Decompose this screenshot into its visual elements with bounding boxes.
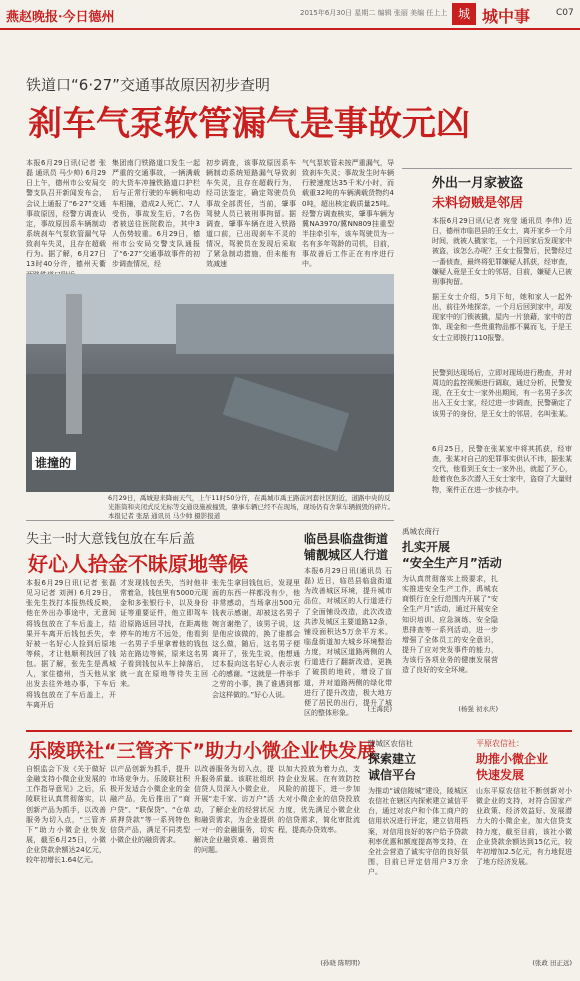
bottom-right-body: 山东平原农信社不断创新对小微企业的支持，对符合国家产业政策、经济效益好、发展潜力大的小微企业，加大信贷支持力度，截至目前，该社小微企业贷款余额达到15亿元，较年初增加2.5亿元，有力地促进了地方经济发展。 xyxy=(476,787,572,866)
photo-credit: 本报记者 张磊 通讯员 马少帅 摄影报道 xyxy=(108,512,221,521)
left-mid-col-2: 才发现钱包丢失，当时他非常着急，钱包里有5000元现金和多张银行卡，以及身份证等重要证件，他立即驾车沿原路返回寻找，在距离他停车的地方不远处，他看到一名男子手里拿着他的钱包站在路边等候，原来这名男子看到钱包从车上掉落后，就一直在原地等待失主回来。 xyxy=(120,579,208,689)
mid-col-credit: (王海民) xyxy=(367,705,392,713)
newspaper-brand: 燕赵晚报·今日德州 xyxy=(6,10,115,25)
left-mid-col-1: 本报6月29日讯(记者 张磊 见习记者 刘洲) 6月29日，张先生找打本报热线反映，他在外出办事途中，无意间将钱包放在了车后盖上，结果开车离开后钱包丢失，幸好被一名好心人捡到后原地等候，才让他顺利找回了钱包。据了解，张先生是禹城人，家住德州，当天他从家出发去往外地办事，下车后将钱包放在了车后盖上，开车离开后 xyxy=(26,579,116,709)
mid-col-kicker: 临邑县临盘街道 xyxy=(304,532,389,546)
bottom-col-4: 以加大投放为着力点，支持企业发展。在有效防控风险的前提下，进一步加大对小微企业的信贷投放力度，优先满足小微企业的信贷需求，简化审批流程，提高办贷效率。 xyxy=(278,765,360,834)
photo-caption-text: 6月29日，禹城迎来降雨天气，上午11时50分许，在禹城市禹王路前河套社区附近，道路中央的反光锥筒和夹闭式反光标等交通设施被撞毁，肇事车辆已经不在现场，现场仍有舍掌车辆损毁的碎片。 xyxy=(108,494,394,512)
section-seal-icon: 城 xyxy=(452,3,476,25)
lead-col-2: 集团南门铁路道口发生一起严重的交通事故，一辆满载的大货车冲撞铁路道口护栏后与正常行驶的车辆和电动车相撞，造成2人死亡、7人受伤，事故发生后，7名伤者被送往医院救治，其中3人伤势较重。6月29日，德州市公安局交警支队通报了“6·27”交通事故事件的初步调查情况，经 xyxy=(112,159,200,269)
bottom-col-3: 以改善服务为切入点，提升服务质量。该联社组织信贷人员深入小微企业，开展“走千家、访万户”活动，了解企业的经营状况和融资需求，为企业提供一对一的金融服务，切实解决企业融资难、融资贵的问题。 xyxy=(194,765,274,855)
sign-pole xyxy=(66,294,82,434)
lead-col-3: 初步调查，该事故原因系车辆制动系统短路漏气导致刹车失灵，且存在超载行为，经司法鉴定，确定驾驶员负事故全部责任，当前，肇事驾驶人员已被刑事拘留。据调查，肇事车辆在进入铁路道口前，已出现刹车不灵的情况，驾驶员在发现后采取了紧急制动措施，但未能有效减速 xyxy=(206,159,296,269)
bottom-right-credit: (张政 田正远) xyxy=(532,959,572,967)
mid-col-headline: 铺靓城区人行道 xyxy=(304,548,389,562)
bottom-right-headline-2: 快速发展 xyxy=(476,768,525,782)
divider xyxy=(26,520,394,521)
right-mid-credit: (杨强 初永庆) xyxy=(458,705,498,713)
bottom-col-2: 以产品创新为抓手，提升市场竞争力。乐陵联社积极开发适合小微企业的金融产品，先后推出了“商户贷”、“联保贷”、“仓单质押贷款”等一系列特色信贷产品，满足不同类型小微企业的融资需求。 xyxy=(110,765,190,844)
divider xyxy=(26,730,572,732)
section-title: 城中事 xyxy=(482,7,531,26)
lead-col-1: 本报6月29日讯(记者 张磊 通讯员 马少帅) 6月29日上午，德州市公安局交警支队召开新闻发布会，会议上通报了“6·27”交通事故原因，经警方调查认定，事故原因系车辆制动系统刹车气泵软管漏气导致刹车失灵，且存在超载行为。据了解，6月27日13时40分许，德州天衢 xyxy=(26,159,106,269)
accident-photo xyxy=(26,274,394,492)
bottom-right-kicker: 平原农信社： xyxy=(476,739,524,748)
right-top-p1: 本报6月29日讯(记者 宛莹 通讯员 李伟) 近日，德州市临邑县的王女士，离开家乡一个月时间，就被人撬家宅，一个月回家后发现家中被盗，该怎么办呢？王女士报警后，民警经过一番侦查，最终将犯罪嫌疑人抓获，经审查，嫌疑人竟是王女士的邻居，目前，嫌疑人已被刑事拘留。 xyxy=(432,217,572,286)
right-top-title-2: 未料窃贼是邻居 xyxy=(432,196,524,211)
left-mid-headline: 好心人拾金不昧原地等候 xyxy=(28,552,248,576)
right-top-p4: 6月25日，民警在张某家中将其抓获，经审查，张某对自己的犯罪事实供认不讳，据张某交代，他看到王女士一家外出，就起了歹心，趁着夜色多次潜入王女士家中，盗窃了大量财物，案件正在进一步侦办中。 xyxy=(432,445,572,494)
lead-col-4: 气气泵软管未按严重漏气，导致刹车失灵；事故发生时车辆行驶速度达35千米/小时，而载重32吨的车辆满载货物约40吨，超出核定载质量25吨。经警方调查核实，肇事车辆为冀NA3970/冀NN809挂重型半挂牵引车，该车驾驶员为一名有多年驾龄的司机，目前，事故善后工作正在有序进行中。 xyxy=(302,159,394,269)
mid-col-body: 本报6月29日讯(通讯员 石磊) 近日，临邑县临盘街道为改善城区环境，提升城市品位，对城区的人行道进行了全面铺设改造，此次改造共涉及城区主要道路12条，铺设面积达5万余平方米。临盘街道加大城乡环境整治力度，对城区道路两侧的人行道进行了翻新改造，更换了破损的地砖，增设了盲道，并对道路两侧的绿化带进行了提升改造，极大地方便了居民的出行，提升了城区的整体形象。 xyxy=(304,567,392,717)
lead-headline: 刹车气泵软管漏气是事故元凶 xyxy=(28,104,470,144)
bottom-mid-kicker: 陵城区农信社 xyxy=(368,739,413,748)
issue-meta: 2015年6月30日 星期二 编辑 张丽 美编 任上上 xyxy=(300,9,448,17)
right-mid-kicker: 禹城农商行 xyxy=(402,527,440,536)
left-mid-col-3: 张先生拿回钱包后，发现里面的东西一样都没有少，他非常感动，当场拿出500元钱表示感谢，却被这名男子婉言谢绝了，该男子说，这是他应该做的，换了谁都会这么做，随后，这名男子便离开了，张先生说，他想通过本报向这名好心人表示衷心的感谢。“这就是一件举手之劳的小事，换了谁遇到都会这样做的。”好心人说。 xyxy=(212,579,300,699)
right-mid-headline-1: 扎实开展 xyxy=(402,540,451,554)
right-top-p3: 民警到达现场后，立即对现场进行勘查，并对周边的监控视频进行调取，通过分析，民警发现，在王女士一家外出期间，有一名男子多次出入王女士家，经过进一步调查，民警确定了该男子的身份，是王女士的邻居，名叫张某。 xyxy=(432,369,572,418)
bottom-right-headline-1: 助推小微企业 xyxy=(476,752,549,766)
bottom-mid-body: 为推动“诚信陵城”建设，陵城区农信社在辖区内探索建立诚信平台，通过对农户和个体工商户的信用状况进行评定，建立信用档案，对信用良好的客户给予贷款利率优惠和额度提高等支持，在全社会营造了诚实守信的良好氛围，目前已评定信用户3万余户。 xyxy=(368,787,468,877)
bottom-mid-headline-2: 诚信平台 xyxy=(368,768,417,782)
buildings xyxy=(176,304,394,354)
right-top-p2: 据王女士介绍，5月下旬，她和家人一起外出，前往外地探亲，一个月后回到家中，却发现家中的门锁被撬，屋内一片狼藉，家中的首饰、现金和一些贵重物品都不翼而飞，于是王女士立即拨打110报警。 xyxy=(432,293,572,342)
bottom-headline: 乐陵联社“三管齐下”助力小微企业快发展 xyxy=(28,740,376,762)
bottom-col-1: 自银监会下发《关于做好金融支持小微企业发展的工作指导意见》之后，乐陵联社认真贯彻落实，以创新产品为抓手，以改善服务为切入点，“三管齐下”助力小微企业快发展，截至6月25日，小微企业贷款余额达24亿元，较年初增长1.64亿元。 xyxy=(26,765,106,865)
right-mid-body: 为认真贯彻落实上级要求，扎实推进安全生产工作，禹城农商银行在全行范围内开展了“安全生产月”活动，通过开展安全知识培训、应急演练、安全隐患排查等一系列活动，进一步增强了全体员工的安全意识，提升了应对突发事件的能力，为该行各项业务的健康发展营造了良好的安全环境。 xyxy=(402,575,498,675)
left-mid-kicker: 失主一时大意钱包放在车后盖 xyxy=(26,532,196,547)
page-number: C07 xyxy=(556,8,574,18)
right-top-title-1: 外出一月家被盗 xyxy=(432,176,524,191)
lead-kicker: 铁道口“6·27”交通事故原因初步查明 xyxy=(26,76,270,94)
bottom-credit: (孙晓 陈明明) xyxy=(320,959,360,967)
photo-label: 谁撞的 xyxy=(32,452,76,470)
bottom-mid-headline-1: 探索建立 xyxy=(368,752,417,766)
divider xyxy=(402,168,572,169)
photo-caption xyxy=(108,494,394,521)
right-mid-headline-2: “安全生产月”活动 xyxy=(402,556,502,570)
